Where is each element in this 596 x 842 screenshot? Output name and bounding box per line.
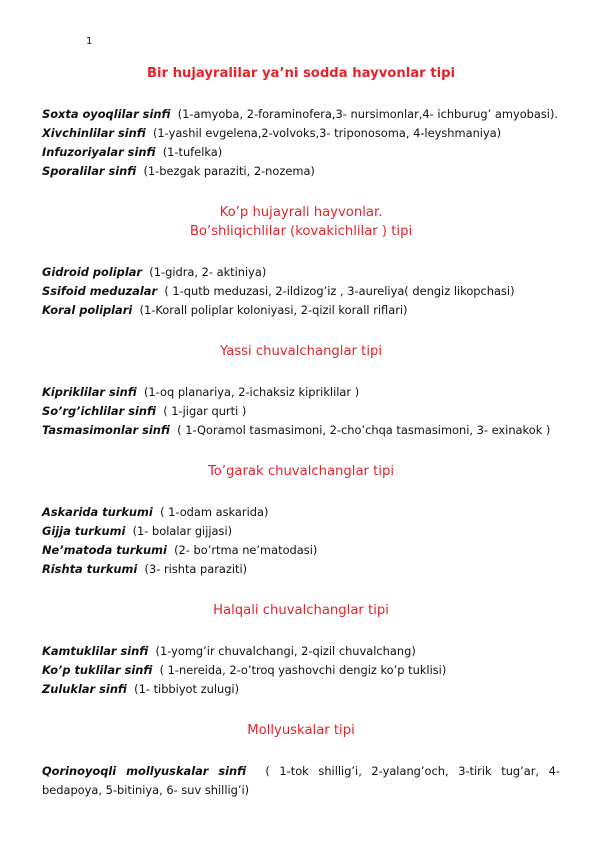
taxon-examples: ( 1-jigar qurti )	[163, 404, 247, 418]
taxon-examples: (1-Korall poliplar koloniyasi, 2-qizil korall riflari)	[139, 303, 408, 317]
taxon-name: Zuluklar sinfi	[42, 682, 127, 696]
taxon-name: Koral poliplari	[42, 303, 133, 317]
taxon-name: Rishta turkumi	[42, 562, 138, 576]
section-heading: Bo’shliqichlilar (kovakichlilar ) tipi	[189, 224, 413, 239]
document-title: Bir hujayralilar ya’ni sodda hayvonlar tipi	[146, 66, 456, 81]
taxon-examples: (1-yashil evgelena,2-volvoks,3- triponosoma, 4-leyshmaniya)	[152, 126, 502, 140]
taxon-name: Ne’matoda turkumi	[42, 543, 167, 557]
section-heading-block	[42, 342, 560, 361]
document-body	[42, 64, 560, 800]
taxon-examples: (3- rishta paraziti)	[144, 562, 248, 576]
taxon-name: Ssifoid meduzalar	[42, 284, 158, 298]
taxon-entry	[42, 421, 560, 440]
taxon-examples: (1-oq planariya, 2-ichaksiz kipriklilar )	[143, 385, 360, 399]
taxon-entry	[42, 560, 560, 579]
taxon-entry	[42, 143, 560, 162]
section	[42, 342, 560, 440]
section	[42, 105, 560, 181]
taxon-entry	[42, 503, 560, 522]
taxon-entry	[42, 282, 560, 301]
taxon-entry	[42, 680, 560, 699]
taxon-name: Gidroid poliplar	[42, 265, 143, 279]
taxon-entry	[42, 301, 560, 320]
taxon-examples: ( 1-nereida, 2-o’troq yashovchi dengiz ko’p tuklisi)	[159, 663, 447, 677]
taxon-examples: ( 1-qutb meduzasi, 2-ildizog’iz , 3-aureliya( dengiz likopchasi)	[164, 284, 515, 298]
section-heading-block	[42, 601, 560, 620]
taxon-entry	[42, 522, 560, 541]
taxon-examples: ( 1-tok shillig’i, 2-yalang’och, 3-tirik tug’ar, 4- bedapoya, 5-bitiniya, 6- suv shillig’i)	[42, 764, 561, 797]
section-heading: Mollyuskalar tipi	[247, 723, 355, 738]
taxon-name: Soxta oyoqlilar sinfi	[42, 107, 171, 121]
section	[42, 721, 560, 800]
taxon-entry	[42, 642, 560, 661]
taxon-name: Qorinoyoqli mollyuskalar sinfi	[42, 764, 247, 778]
section-heading: Halqali chuvalchanglar tipi	[213, 603, 389, 618]
section-heading-block	[42, 462, 560, 481]
taxon-examples: ( 1-Qoramol tasmasimoni, 2-cho’chqa tasmasimoni, 3- exinakok )	[177, 423, 551, 437]
taxon-entry	[42, 661, 560, 680]
taxon-name: So’rg’ichlilar sinfi	[42, 404, 156, 418]
taxon-name: Sporalilar sinfi	[42, 164, 137, 178]
section-heading-block	[42, 203, 560, 241]
taxon-entry	[42, 402, 560, 421]
section-heading: Ko’p hujayrali hayvonlar.	[219, 205, 383, 220]
taxon-name: Askarida turkumi	[42, 505, 153, 519]
taxon-name: Kipriklilar sinfi	[42, 385, 137, 399]
taxon-name: Infuzoriyalar sinfi	[42, 145, 156, 159]
taxon-entry	[42, 541, 560, 560]
taxon-examples: (2- bo’rtma ne’matodasi)	[174, 543, 318, 557]
taxon-examples: (1-amyoba, 2-foraminofera,3- nursimonlar,4- ichburug’ amyobasi).	[177, 107, 559, 121]
taxon-examples: (1-yomg’ir chuvalchangi, 2-qizil chuvalchang)	[155, 644, 416, 658]
section	[42, 462, 560, 579]
taxon-name: Xivchinlilar sinfi	[42, 126, 146, 140]
sections-container	[42, 105, 560, 800]
taxon-name: Ko’p tuklilar sinfi	[42, 663, 153, 677]
taxon-examples: (1-bezgak paraziti, 2-nozema)	[143, 164, 315, 178]
taxon-entry	[42, 105, 560, 124]
taxon-entry	[42, 124, 560, 143]
taxon-examples: (1-tufelka)	[162, 145, 223, 159]
section-heading-block	[42, 721, 560, 740]
taxon-examples: (1-gidra, 2- aktiniya)	[149, 265, 267, 279]
taxon-entry	[42, 263, 560, 282]
section	[42, 601, 560, 699]
taxon-examples: ( 1-odam askarida)	[160, 505, 269, 519]
taxon-examples: (1- bolalar gijjasi)	[132, 524, 233, 538]
taxon-name: Kamtuklilar sinfi	[42, 644, 149, 658]
taxon-entry	[42, 162, 560, 181]
taxon-entry	[42, 383, 560, 402]
section	[42, 203, 560, 320]
section-heading: To’garak chuvalchanglar tipi	[207, 464, 395, 479]
section-heading: Yassi chuvalchanglar tipi	[219, 344, 383, 359]
taxon-name: Gijja turkumi	[42, 524, 126, 538]
page-number: 1	[86, 36, 93, 47]
taxon-entry	[42, 762, 560, 800]
taxon-examples: (1- tibbiyot zulugi)	[134, 682, 240, 696]
taxon-name: Tasmasimonlar sinfi	[42, 423, 170, 437]
